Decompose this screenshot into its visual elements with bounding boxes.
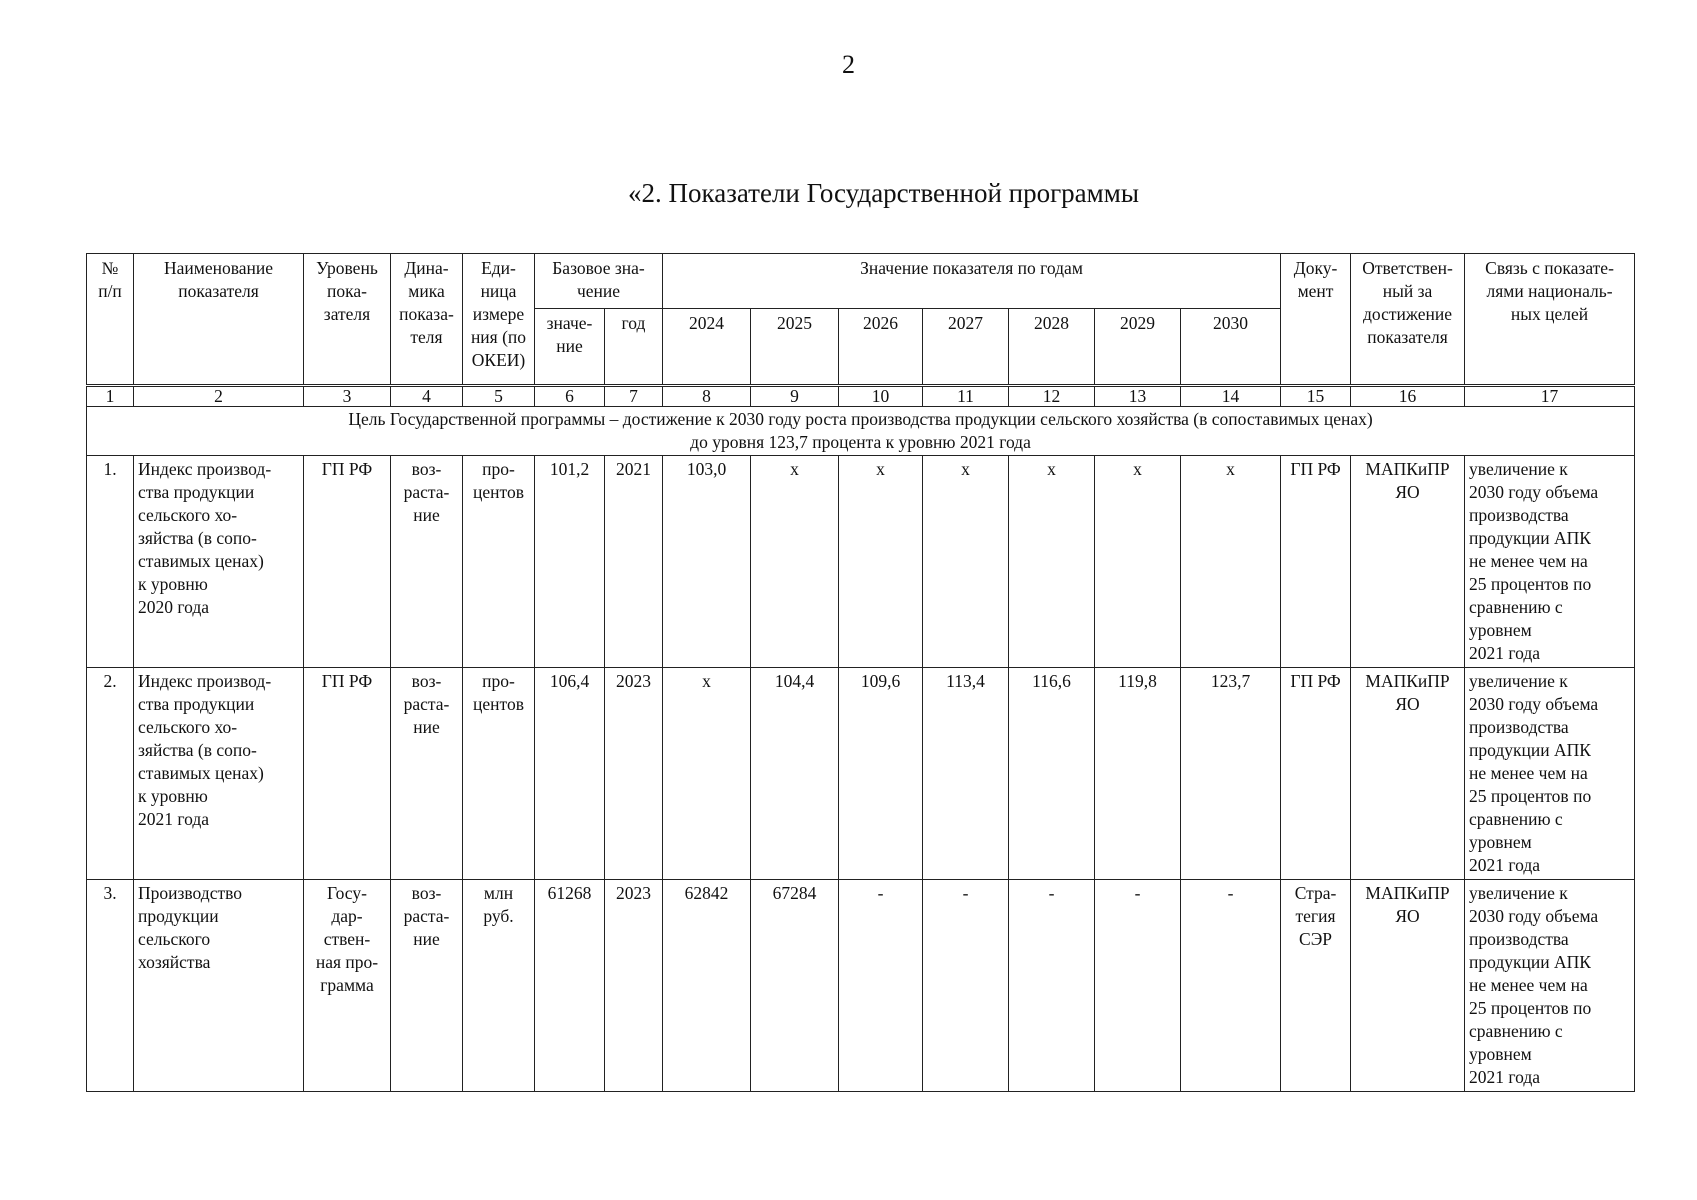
year-value: - [839, 880, 923, 1092]
indicator-level: Госу- дар- ствен- ная про- грамма [304, 880, 391, 1092]
year-value: x [1095, 456, 1181, 668]
row-num: 1. [87, 456, 134, 668]
year-value: 62842 [663, 880, 751, 1092]
indicator-unit: млн руб. [463, 880, 535, 1092]
column-number: 13 [1095, 386, 1181, 407]
header-year: 2026 [839, 309, 923, 386]
header-year: 2028 [1009, 309, 1095, 386]
year-value: 123,7 [1181, 668, 1281, 880]
header-unit: Еди- ница измере ния (по ОКЕИ) [463, 254, 535, 386]
indicator-level: ГП РФ [304, 456, 391, 668]
row-num: 2. [87, 668, 134, 880]
header-name: Наименование показателя [134, 254, 304, 386]
column-number: 15 [1281, 386, 1351, 407]
base-year: 2023 [605, 668, 663, 880]
header-year: 2024 [663, 309, 751, 386]
table-row [87, 668, 1635, 880]
header-responsible: Ответствен- ный за достижение показателя [1351, 254, 1465, 386]
header-year: 2025 [751, 309, 839, 386]
indicator-responsible: МАПКиПР ЯО [1351, 880, 1465, 1092]
indicator-level: ГП РФ [304, 668, 391, 880]
column-number: 12 [1009, 386, 1095, 407]
year-value: - [1095, 880, 1181, 1092]
column-number: 5 [463, 386, 535, 407]
year-value: 116,6 [1009, 668, 1095, 880]
column-number: 10 [839, 386, 923, 407]
column-number: 16 [1351, 386, 1465, 407]
base-value: 61268 [535, 880, 605, 1092]
column-numbers-row [87, 386, 1635, 407]
header-year: 2030 [1181, 309, 1281, 386]
document-title: «2. Показатели Государственной программы [628, 178, 1139, 208]
indicator-document: ГП РФ [1281, 668, 1351, 880]
base-year: 2023 [605, 880, 663, 1092]
year-value: - [1009, 880, 1095, 1092]
table-header-row [87, 254, 1635, 309]
program-goal: Цель Государственной программы – достижение к 2030 году роста производства продукции сельского хозяйства (в сопоставимых ценах) до уровня 123,7 процента к уровню 2021 года [87, 407, 1635, 456]
year-value: 119,8 [1095, 668, 1181, 880]
year-value: x [839, 456, 923, 668]
column-number: 11 [923, 386, 1009, 407]
indicator-name: Производство продукции сельского хозяйства [134, 880, 304, 1092]
year-value: x [663, 668, 751, 880]
header-level: Уровень пока- зателя [304, 254, 391, 386]
page-number: 2 [842, 50, 855, 79]
header-link: Связь с показате- лями националь- ных целей [1465, 254, 1635, 386]
header-num: № п/п [87, 254, 134, 386]
year-value: - [923, 880, 1009, 1092]
indicator-unit: про- центов [463, 456, 535, 668]
indicator-name: Индекс производ- ства продукции сельского хо- зяйства (в сопо- ставимых ценах) к уровню 2020 года [134, 456, 304, 668]
indicator-responsible: МАПКиПР ЯО [1351, 668, 1465, 880]
indicator-responsible: МАПКиПР ЯО [1351, 456, 1465, 668]
header-by-years: Значение показателя по годам [663, 254, 1281, 309]
year-value: x [1009, 456, 1095, 668]
header-dynamics: Дина- мика показа- теля [391, 254, 463, 386]
row-num: 3. [87, 880, 134, 1092]
indicator-dynamics: воз- раста- ние [391, 668, 463, 880]
year-value: - [1181, 880, 1281, 1092]
column-number: 8 [663, 386, 751, 407]
header-document: Доку- мент [1281, 254, 1351, 386]
column-number: 6 [535, 386, 605, 407]
indicator-name: Индекс производ- ства продукции сельского хо- зяйства (в сопо- ставимых ценах) к уровню 2021 года [134, 668, 304, 880]
column-number: 9 [751, 386, 839, 407]
indicator-document: ГП РФ [1281, 456, 1351, 668]
national-goal-link: увеличение к 2030 году объема производства продукции АПК не менее чем на 25 процентов по сравнению с уровнем 2021 года [1465, 880, 1635, 1092]
header-year: 2029 [1095, 309, 1181, 386]
header-base-value: значе- ние [535, 309, 605, 386]
year-value: 113,4 [923, 668, 1009, 880]
indicators-table [86, 253, 1635, 1092]
national-goal-link: увеличение к 2030 году объема производства продукции АПК не менее чем на 25 процентов по сравнению с уровнем 2021 года [1465, 668, 1635, 880]
column-number: 7 [605, 386, 663, 407]
table-row [87, 456, 1635, 668]
national-goal-link: увеличение к 2030 году объема производства продукции АПК не менее чем на 25 процентов по сравнению с уровнем 2021 года [1465, 456, 1635, 668]
column-number: 1 [87, 386, 134, 407]
table-row [87, 880, 1635, 1092]
indicator-dynamics: воз- раста- ние [391, 456, 463, 668]
year-value: 103,0 [663, 456, 751, 668]
goal-row [87, 407, 1635, 456]
column-number: 14 [1181, 386, 1281, 407]
base-value: 106,4 [535, 668, 605, 880]
header-year: 2027 [923, 309, 1009, 386]
column-number: 17 [1465, 386, 1635, 407]
header-base-year: год [605, 309, 663, 386]
column-number: 4 [391, 386, 463, 407]
year-value: 109,6 [839, 668, 923, 880]
indicator-unit: про- центов [463, 668, 535, 880]
year-value: x [751, 456, 839, 668]
year-value: x [923, 456, 1009, 668]
year-value: 67284 [751, 880, 839, 1092]
header-base: Базовое зна- чение [535, 254, 663, 309]
base-year: 2021 [605, 456, 663, 668]
indicator-dynamics: воз- раста- ние [391, 880, 463, 1092]
column-number: 3 [304, 386, 391, 407]
indicator-document: Стра- тегия СЭР [1281, 880, 1351, 1092]
year-value: 104,4 [751, 668, 839, 880]
column-number: 2 [134, 386, 304, 407]
year-value: x [1181, 456, 1281, 668]
base-value: 101,2 [535, 456, 605, 668]
